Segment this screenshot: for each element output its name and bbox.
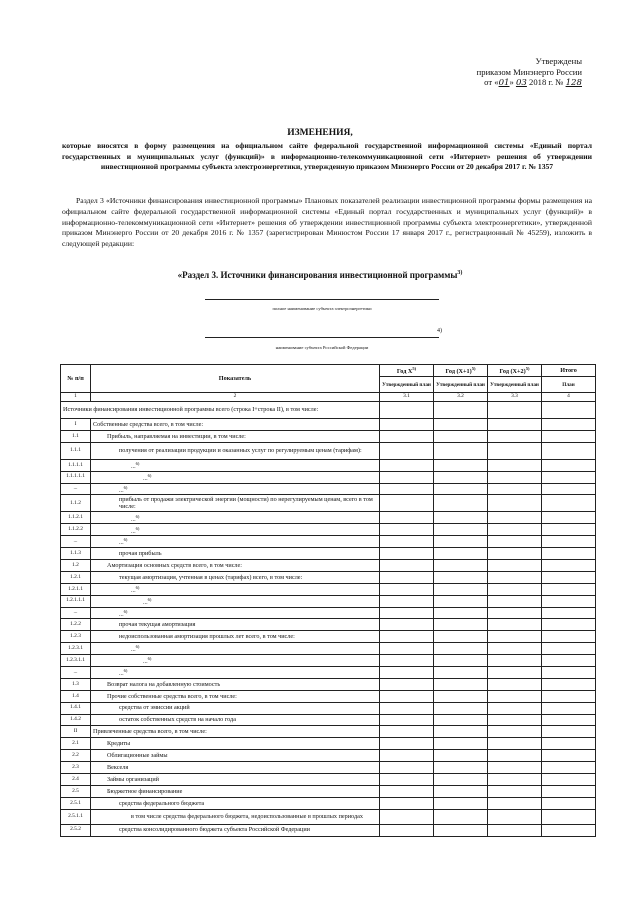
header-year-x1: Год $(X+1)^{5)}$ <box>434 365 488 377</box>
table-cell <box>380 524 434 536</box>
row-label: ...$^{6)}$ <box>91 471 380 483</box>
table-cell <box>434 667 488 679</box>
table-cell <box>488 583 542 595</box>
row-label: средства федерального бюджета <box>91 797 380 809</box>
table-cell <box>488 471 542 483</box>
table-cell <box>488 785 542 797</box>
table-cell <box>488 483 542 495</box>
approval-month: 03 <box>515 78 527 88</box>
row-number: 1.2.1 <box>61 571 91 583</box>
table-cell <box>434 595 488 607</box>
table-cell <box>380 714 434 726</box>
region-caption: наименование субъекта Российской Федерации <box>275 345 369 350</box>
table-row <box>61 524 596 536</box>
table-cell <box>488 524 542 536</box>
table-cell <box>380 678 434 690</box>
table-cell <box>542 595 596 607</box>
table-cell <box>434 750 488 762</box>
approval-line2: приказом Минэнерго России <box>476 66 582 77</box>
row-label: Привлеченные средства всего, в том числе: <box>91 726 380 738</box>
table-cell <box>380 419 434 431</box>
table-cell <box>434 402 488 419</box>
table-cell <box>542 512 596 524</box>
table-cell <box>434 483 488 495</box>
table-cell <box>380 762 434 774</box>
table-row <box>61 619 596 631</box>
table-cell <box>380 607 434 619</box>
table-cell <box>380 702 434 714</box>
row-number: 1.4.2 <box>61 714 91 726</box>
row-number: II <box>61 726 91 738</box>
row-label: Облигационные займы <box>91 750 380 762</box>
row-number: 1.1.1 <box>61 442 91 459</box>
table-cell <box>380 571 434 583</box>
row-number: 1.1.2.2 <box>61 524 91 536</box>
table-row <box>61 643 596 655</box>
table-cell <box>542 762 596 774</box>
table-cell <box>488 667 542 679</box>
table-cell <box>488 824 542 836</box>
table-cell <box>380 726 434 738</box>
header-total: Итого <box>542 365 596 377</box>
approval-prefix: от « <box>484 77 499 87</box>
table-row <box>61 402 596 419</box>
table-row <box>61 714 596 726</box>
table-cell <box>488 495 542 512</box>
footnote-4-mark: 4) <box>437 328 442 334</box>
table-cell <box>434 430 488 442</box>
table-row <box>61 797 596 809</box>
table-cell <box>542 714 596 726</box>
table-cell <box>434 726 488 738</box>
row-number: 1.4 <box>61 690 91 702</box>
table-cell <box>434 495 488 512</box>
table-cell <box>434 548 488 560</box>
table-row <box>61 571 596 583</box>
document-subtitle: которые вносятся в форму размещения на официальном сайте федеральной государственной информационной системы «Единый портал государственных и муниципальных услуг (функций)» в информационно-телекоммуникационной сети «Интернет» решения об утверждении инвестиционной программы субъекта электроэнергетики, утвержденную приказом Минэнерго России от 20 декабря 2017 г. № 1357 <box>62 141 592 171</box>
table-cell <box>488 762 542 774</box>
document-title: ИЗМЕНЕНИЯ, <box>287 128 353 138</box>
row-label: в том числе средства федерального бюджета, недоиспользованные в прошлых периодах <box>91 809 380 824</box>
table-row <box>61 750 596 762</box>
table-cell <box>380 750 434 762</box>
table-row <box>61 595 596 607</box>
table-cell <box>542 690 596 702</box>
table-cell <box>488 631 542 643</box>
table-cell <box>380 619 434 631</box>
table-cell <box>542 631 596 643</box>
region-line <box>205 337 439 338</box>
table-cell <box>488 419 542 431</box>
row-number: 2.5.2 <box>61 824 91 836</box>
table-cell <box>434 619 488 631</box>
table-row <box>61 690 596 702</box>
table-cell <box>434 738 488 750</box>
table-cell <box>434 512 488 524</box>
section-title-sup: 3) <box>457 270 463 276</box>
table-cell <box>488 459 542 471</box>
section-title <box>0 270 640 280</box>
row-label: ...$^{6)}$ <box>91 524 380 536</box>
row-label: ...$^{6)}$ <box>91 595 380 607</box>
table-cell <box>434 774 488 786</box>
approval-line1: Утверждены <box>535 56 582 66</box>
row-label: Прочие собственные средства всего, в том числе: <box>91 690 380 702</box>
total-row-label: Источники финансирования инвестиционной программы всего (строка I+строка II), в том числе: <box>61 402 380 419</box>
row-label: Бюджетное финансирование <box>91 785 380 797</box>
table-row <box>61 702 596 714</box>
subheader-plan-1: Утвержденный план <box>380 377 434 393</box>
table-cell <box>542 402 596 419</box>
table-cell <box>542 809 596 824</box>
header-indicator: Показатель <box>91 365 380 393</box>
approval-day: 01 <box>498 78 510 88</box>
approval-line3 <box>477 77 582 89</box>
row-label: прочая прибыль <box>91 548 380 560</box>
row-number: 1.2 <box>61 560 91 572</box>
table-cell <box>542 560 596 572</box>
row-label: прибыль от продажи электрической энергии (мощности) по нерегулируемым ценам, всего в том числе: <box>91 495 380 512</box>
table-cell <box>542 774 596 786</box>
entity-name-line <box>205 299 439 300</box>
table-cell <box>542 726 596 738</box>
table-cell <box>380 430 434 442</box>
row-label: Кредиты <box>91 738 380 750</box>
table-cell <box>542 619 596 631</box>
row-label: недоиспользованная амортизация прошлых лет всего, в том числе: <box>91 631 380 643</box>
row-number: 1.1.2.1 <box>61 512 91 524</box>
table-cell <box>488 774 542 786</box>
table-cell <box>380 548 434 560</box>
table-row <box>61 809 596 824</box>
table-cell <box>542 459 596 471</box>
row-number: 1.3 <box>61 678 91 690</box>
row-number: 2.1 <box>61 738 91 750</box>
table-cell <box>542 583 596 595</box>
row-label: Прибыль, направляемая на инвестиции, в том числе: <box>91 430 380 442</box>
table-row <box>61 774 596 786</box>
col-number-4: 3.2 <box>434 393 488 402</box>
col-number-1: 1 <box>61 393 91 402</box>
row-number: ... <box>61 607 91 619</box>
table-row <box>61 824 596 836</box>
table-cell <box>434 631 488 643</box>
table-cell <box>542 536 596 548</box>
table-cell <box>488 536 542 548</box>
row-label: остаток собственных средств на начало года <box>91 714 380 726</box>
header-num: № п/п <box>61 365 91 393</box>
table-cell <box>542 797 596 809</box>
table-cell <box>542 471 596 483</box>
table-cell <box>542 678 596 690</box>
table-cell <box>434 524 488 536</box>
table-cell <box>434 702 488 714</box>
table-cell <box>380 495 434 512</box>
approval-number: 128 <box>565 78 582 88</box>
table-cell <box>380 824 434 836</box>
row-label: ...$^{6)}$ <box>91 643 380 655</box>
table-cell <box>434 797 488 809</box>
table-cell <box>380 442 434 459</box>
row-label: текущая амортизация, учтенная в ценах (тарифах) всего, в том числе: <box>91 571 380 583</box>
table-row <box>61 512 596 524</box>
table-cell <box>434 571 488 583</box>
table-cell <box>542 785 596 797</box>
subheader-plan-total: План <box>542 377 596 393</box>
table-cell <box>488 595 542 607</box>
table-body <box>61 402 596 837</box>
table-row <box>61 483 596 495</box>
table-row <box>61 762 596 774</box>
header-row <box>61 365 596 377</box>
table-cell <box>542 571 596 583</box>
row-number: 1.1.3 <box>61 548 91 560</box>
table-cell <box>380 402 434 419</box>
row-label: Возврат налога на добавленную стоимость <box>91 678 380 690</box>
table-cell <box>488 607 542 619</box>
col-number-3: 3.1 <box>380 393 434 402</box>
row-label: ...$^{6)}$ <box>91 536 380 548</box>
table-row <box>61 471 596 483</box>
table-cell <box>434 583 488 595</box>
row-number: 2.5.1.1 <box>61 809 91 824</box>
table-cell <box>488 726 542 738</box>
table-row <box>61 560 596 572</box>
row-number: 1.2.1.1 <box>61 583 91 595</box>
row-label: Займы организаций <box>91 774 380 786</box>
table-cell <box>380 667 434 679</box>
row-label: средства консолидированного бюджета субъекта Российской Федерации <box>91 824 380 836</box>
row-number: 2.3 <box>61 762 91 774</box>
table-row <box>61 419 596 431</box>
table-row <box>61 495 596 512</box>
row-label: ...$^{6)}$ <box>91 667 380 679</box>
col-number-2: 2 <box>91 393 380 402</box>
table-cell <box>380 785 434 797</box>
table-cell <box>380 643 434 655</box>
row-number: 1.1 <box>61 430 91 442</box>
subheader-plan-2: Утвержденный план <box>434 377 488 393</box>
table-cell <box>434 762 488 774</box>
table-row <box>61 430 596 442</box>
row-label: Амортизация основных средств всего, в том числе: <box>91 560 380 572</box>
row-label: средства от эмиссии акций <box>91 702 380 714</box>
table-row <box>61 548 596 560</box>
table-cell <box>434 655 488 667</box>
table-cell <box>488 643 542 655</box>
table-cell <box>488 560 542 572</box>
row-number: 1.2.1.1.1 <box>61 595 91 607</box>
row-number: 2.4 <box>61 774 91 786</box>
approval-suffix: 2018 г. № <box>529 77 564 87</box>
col-number-5: 3.3 <box>488 393 542 402</box>
row-label: ...$^{6)}$ <box>91 655 380 667</box>
table-cell <box>434 809 488 824</box>
table-cell <box>488 655 542 667</box>
table-cell <box>380 631 434 643</box>
table-cell <box>488 797 542 809</box>
table-cell <box>488 690 542 702</box>
table-cell <box>380 512 434 524</box>
table-cell <box>380 471 434 483</box>
table-cell <box>380 483 434 495</box>
table-row <box>61 738 596 750</box>
table-cell <box>380 560 434 572</box>
table-cell <box>542 419 596 431</box>
table-row <box>61 631 596 643</box>
table-cell <box>542 607 596 619</box>
table-cell <box>434 824 488 836</box>
table-cell <box>542 430 596 442</box>
main-paragraph: Раздел 3 «Источники финансирования инвестиционной программы» Плановых показателей реализации инвестиционной программы формы размещения на официальном сайте федеральной государственной информационной системы «Единый портал государственных и муниципальных услуг (функций)» в информационно-телекоммуникационной сети «Интернет» решения об утверждении инвестиционной программы субъекта электроэнергетики», утвержденной приказом Минэнерго России от 20 декабря 2016 г. № 1357 (зарегистрирован Минюстом России 17 января 2017 г., регистрационный № 45259), изложить в следующей редакции: <box>62 196 592 249</box>
table-cell <box>488 738 542 750</box>
row-number: ... <box>61 667 91 679</box>
table-cell <box>488 750 542 762</box>
table-row <box>61 459 596 471</box>
row-label: Векселя <box>91 762 380 774</box>
row-number: 1.1.1.1 <box>61 459 91 471</box>
table-cell <box>380 595 434 607</box>
row-number: I <box>61 419 91 431</box>
row-number: 1.2.2 <box>61 619 91 631</box>
row-number: ... <box>61 536 91 548</box>
row-label: ...$^{6)}$ <box>91 459 380 471</box>
table-cell <box>434 471 488 483</box>
row-number: 1.2.3 <box>61 631 91 643</box>
table-row <box>61 442 596 459</box>
table-cell <box>542 702 596 714</box>
row-label: прочая текущая амортизация <box>91 619 380 631</box>
row-number: 1.2.3.1.1 <box>61 655 91 667</box>
col-number-6: 4 <box>542 393 596 402</box>
table-cell <box>542 824 596 836</box>
table-cell <box>488 442 542 459</box>
table-row <box>61 536 596 548</box>
table-cell <box>488 619 542 631</box>
table-cell <box>434 607 488 619</box>
table-cell <box>488 548 542 560</box>
table-cell <box>542 495 596 512</box>
row-label: получения от реализации продукции и оказанных услуг по регулируемым ценам (тарифам): <box>91 442 380 459</box>
row-label: ...$^{6)}$ <box>91 607 380 619</box>
table-row <box>61 583 596 595</box>
header-year-x: Год $X^{5)}$ <box>380 365 434 377</box>
row-number: ... <box>61 483 91 495</box>
table-row <box>61 667 596 679</box>
table-cell <box>434 536 488 548</box>
table-row <box>61 655 596 667</box>
row-number: 2.5 <box>61 785 91 797</box>
table-cell <box>380 774 434 786</box>
row-number: 1.2.3.1 <box>61 643 91 655</box>
row-number: 2.5.1 <box>61 797 91 809</box>
table-cell <box>434 785 488 797</box>
table-cell <box>542 442 596 459</box>
table-cell <box>380 459 434 471</box>
row-label: ...$^{6)}$ <box>91 583 380 595</box>
table-cell <box>434 459 488 471</box>
table-cell <box>380 583 434 595</box>
entity-name-caption: полное наименование субъекта электроэнергетики <box>272 306 372 311</box>
table-cell <box>434 419 488 431</box>
table-cell <box>542 738 596 750</box>
table-cell <box>380 738 434 750</box>
table-cell <box>542 524 596 536</box>
table-cell <box>488 402 542 419</box>
approval-stamp <box>477 56 582 89</box>
table-cell <box>542 750 596 762</box>
table-cell <box>542 667 596 679</box>
table-cell <box>380 690 434 702</box>
table-row <box>61 726 596 738</box>
table-cell <box>488 430 542 442</box>
table-cell <box>542 643 596 655</box>
table-cell <box>434 678 488 690</box>
row-number: 1.1.2 <box>61 495 91 512</box>
table-cell <box>488 678 542 690</box>
table-cell <box>434 442 488 459</box>
table-cell <box>488 714 542 726</box>
table-cell <box>380 655 434 667</box>
table-cell <box>434 643 488 655</box>
table-cell <box>488 702 542 714</box>
table-cell <box>380 797 434 809</box>
row-number: 1.1.1.1.1 <box>61 471 91 483</box>
column-numbers-row <box>61 393 596 402</box>
row-number: 2.2 <box>61 750 91 762</box>
approval-mid: » <box>509 77 514 87</box>
table-cell <box>542 655 596 667</box>
table-cell <box>488 512 542 524</box>
table-cell <box>434 714 488 726</box>
subheader-plan-3: Утвержденный план <box>488 377 542 393</box>
table-cell <box>488 571 542 583</box>
section-title-text: «Раздел 3. Источники финансирования инвестиционной программы <box>177 270 458 280</box>
table-cell <box>434 560 488 572</box>
table-row <box>61 607 596 619</box>
table-row <box>61 785 596 797</box>
table-cell <box>380 809 434 824</box>
row-label: ...$^{6)}$ <box>91 483 380 495</box>
financing-table <box>60 364 596 837</box>
header-year-x2: Год $(X+2)^{5)}$ <box>488 365 542 377</box>
table-cell <box>542 483 596 495</box>
row-label: Собственные средства всего, в том числе: <box>91 419 380 431</box>
row-number: 1.4.1 <box>61 702 91 714</box>
table-cell <box>488 809 542 824</box>
row-label: ...$^{6)}$ <box>91 512 380 524</box>
table-row <box>61 678 596 690</box>
table-cell <box>434 690 488 702</box>
table-cell <box>380 536 434 548</box>
table-cell <box>542 548 596 560</box>
